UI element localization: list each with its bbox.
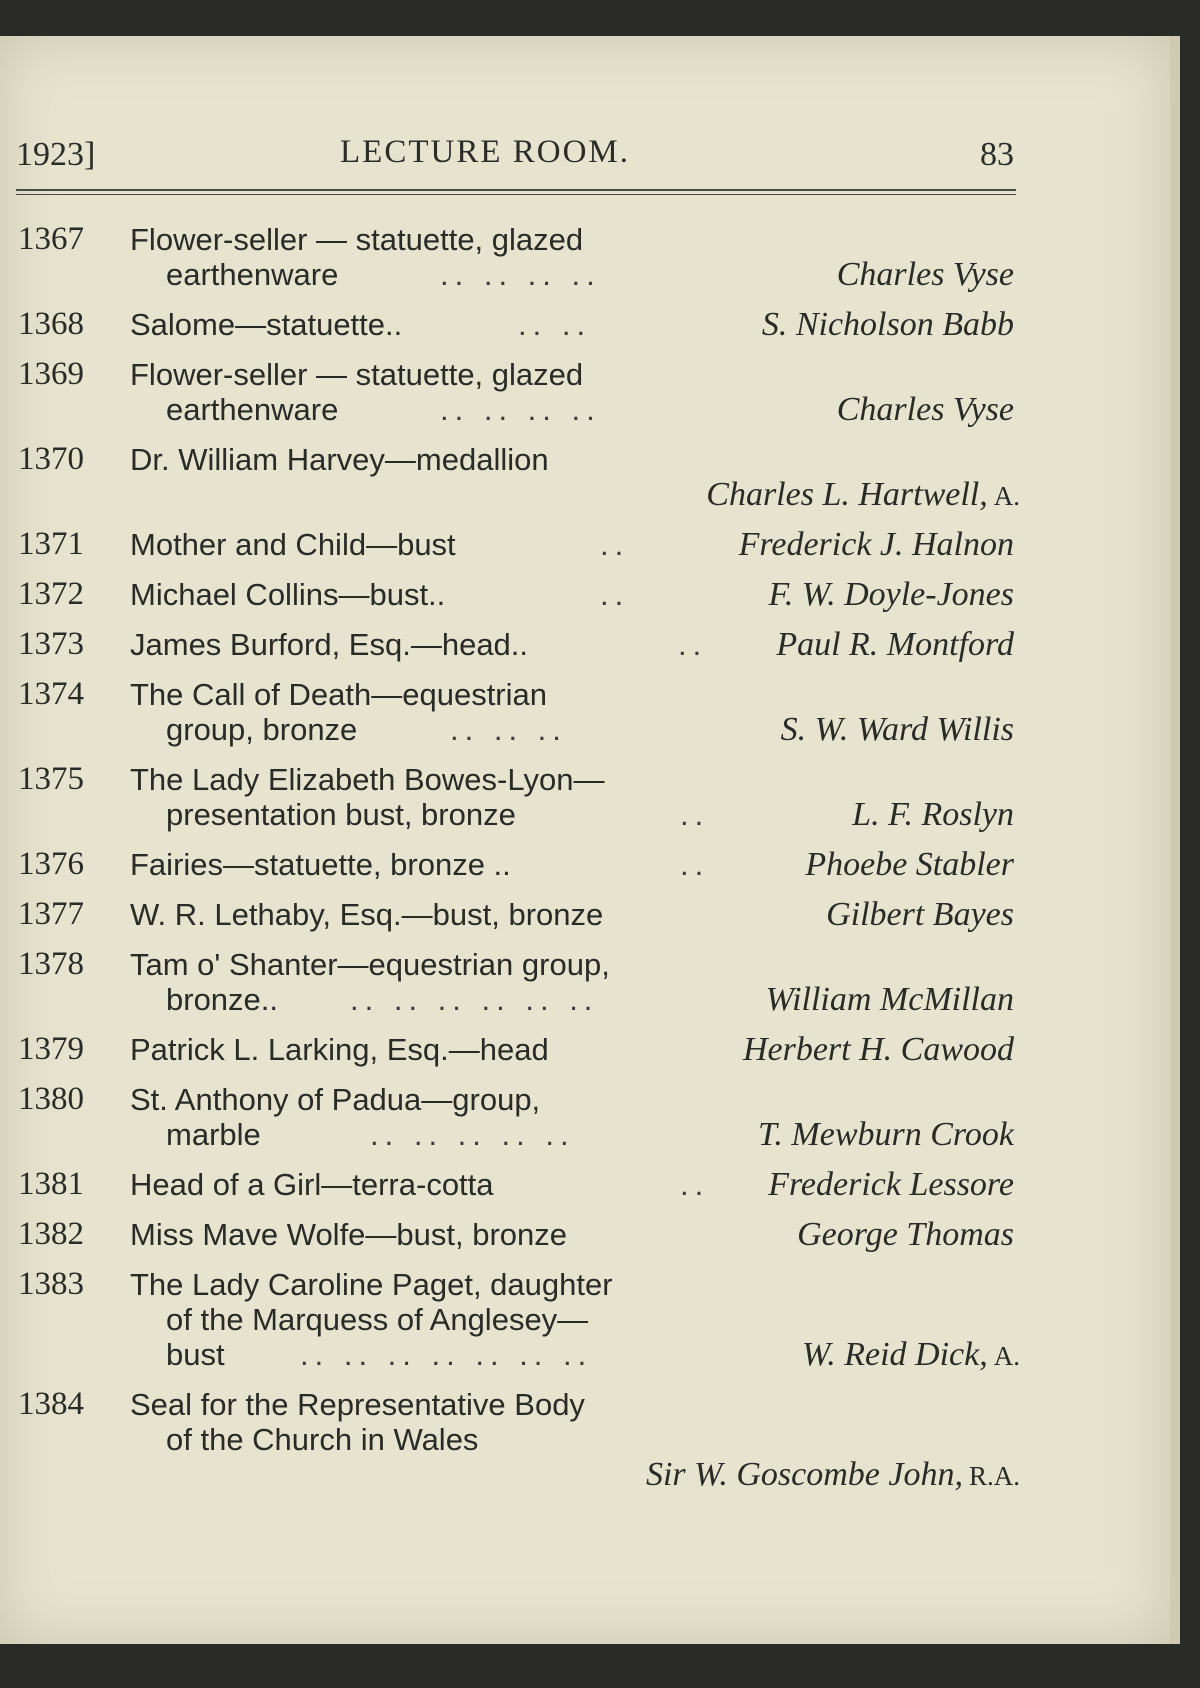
entry-title-continued: group, bronze [166, 712, 358, 747]
catalogue-entry [0, 357, 1200, 427]
entry-title: Flower-seller — statuette, glazed [130, 357, 584, 392]
entry-title: Seal for the Representative Body [130, 1387, 585, 1422]
artist-name: L. F. Roslyn [852, 796, 1014, 833]
artist-name: Paul R. Montford [776, 626, 1014, 663]
entry-title-continued: marble [166, 1117, 261, 1152]
entry-artist [776, 627, 1020, 664]
entry-number: 1368 [18, 306, 84, 342]
header-year: 1923] [16, 136, 96, 173]
dot-leader: .. .. .. [450, 712, 567, 747]
artist-name: W. Reid Dick, [802, 1336, 988, 1373]
artist-name: Sir W. Goscombe John, [645, 1456, 963, 1493]
entry-number: 1384 [18, 1386, 84, 1422]
dot-leader: .. [600, 577, 630, 612]
catalogue-entry [0, 577, 1200, 612]
entry-artist [802, 1337, 1020, 1374]
entry-title-continued: bust [166, 1337, 225, 1372]
artist-name: William McMillan [765, 981, 1014, 1018]
entry-title: Patrick L. Larking, Esq.—head [130, 1032, 549, 1067]
entry-title-continued: presentation bust, bronze [166, 797, 516, 832]
entry-number: 1375 [18, 761, 84, 797]
dot-leader: .. .. .. .. [440, 392, 601, 427]
artist-honor: A. [993, 1341, 1020, 1371]
entry-artist [758, 1117, 1020, 1154]
entry-title: Tam o' Shanter—equestrian group, [130, 947, 610, 982]
entry-number: 1380 [18, 1081, 84, 1117]
catalogue-entry [0, 1217, 1200, 1252]
artist-name: Frederick J. Halnon [738, 526, 1014, 563]
artist-name: George Thomas [797, 1216, 1014, 1253]
entry-artist [762, 307, 1020, 344]
artist-name: Phoebe Stabler [805, 846, 1014, 883]
catalogue-entry [0, 762, 1200, 832]
catalogue-entry [0, 1387, 1200, 1492]
catalogue-entry [0, 222, 1200, 292]
entry-artist [805, 847, 1020, 884]
entry-artist [837, 257, 1020, 294]
entry-title: Salome—statuette.. [130, 307, 403, 342]
artist-name: T. Mewburn Crook [758, 1116, 1014, 1153]
running-head [0, 134, 1020, 174]
catalogue-entry [0, 627, 1200, 662]
entry-artist [766, 982, 1020, 1019]
catalogue-entries [0, 222, 1200, 1507]
page-title: LECTURE ROOM. [340, 134, 630, 170]
entry-artist [797, 1217, 1020, 1254]
dot-leader: .. .. .. .. .. .. [350, 982, 599, 1017]
entry-number: 1381 [18, 1166, 84, 1202]
dot-leader: .. [680, 797, 710, 832]
catalogue-entry [0, 1082, 1200, 1152]
artist-name: Charles L. Hartwell, [706, 476, 988, 513]
artist-name: S. Nicholson Babb [761, 306, 1014, 343]
entry-title-continued: of the Church in Wales [166, 1422, 479, 1457]
artist-honor: R.A. [968, 1461, 1020, 1491]
entry-number: 1369 [18, 356, 84, 392]
catalogue-entry [0, 947, 1200, 1017]
catalogue-entry [0, 1267, 1200, 1372]
entry-title: The Lady Elizabeth Bowes-Lyon— [130, 762, 605, 797]
entry-title: Miss Mave Wolfe—bust, bronze [130, 1217, 568, 1252]
entry-artist [706, 477, 1020, 514]
dot-leader: .. .. .. .. [440, 257, 601, 292]
entry-number: 1372 [18, 576, 84, 612]
entry-artist [768, 577, 1020, 614]
catalogue-entry [0, 847, 1200, 882]
entry-number: 1379 [18, 1031, 84, 1067]
artist-name: Gilbert Bayes [826, 896, 1014, 933]
entry-title: Mother and Child—bust [130, 527, 456, 562]
entry-artist [852, 797, 1020, 834]
catalogue-entry [0, 1167, 1200, 1202]
entry-title: The Call of Death—equestrian [130, 677, 548, 712]
artist-honor: A. [993, 481, 1020, 511]
dot-leader: .. [680, 847, 710, 882]
entry-title: Michael Collins—bust.. [130, 577, 446, 612]
header-rule [16, 189, 1016, 191]
catalogue-entry [0, 897, 1200, 932]
entry-artist [739, 527, 1020, 564]
entry-number: 1382 [18, 1216, 84, 1252]
entry-number: 1377 [18, 896, 84, 932]
catalogue-entry [0, 1032, 1200, 1067]
artist-name: Charles Vyse [836, 391, 1014, 428]
artist-name: F. W. Doyle-Jones [768, 576, 1014, 613]
dot-leader: .. .. [518, 307, 592, 342]
entry-title-continued: bronze.. [166, 982, 279, 1017]
entry-title: W. R. Lethaby, Esq.—bust, bronze [130, 897, 604, 932]
entry-title: Fairies—statuette, bronze .. [130, 847, 511, 882]
entry-title: The Lady Caroline Paget, daughter [130, 1267, 613, 1302]
entry-number: 1374 [18, 676, 84, 712]
artist-name: S. W. Ward Willis [780, 711, 1014, 748]
entry-number: 1378 [18, 946, 84, 982]
dot-leader: .. .. .. .. .. .. .. [300, 1337, 593, 1372]
entry-artist [646, 1457, 1020, 1494]
header-rule-thin [16, 194, 1016, 195]
entry-title-continued: earthenware [166, 392, 339, 427]
entry-artist [837, 392, 1020, 429]
catalogue-entry [0, 527, 1200, 562]
entry-number: 1367 [18, 221, 84, 257]
dot-leader: .. .. .. .. .. [370, 1117, 575, 1152]
entry-artist [826, 897, 1020, 934]
entry-number: 1370 [18, 441, 84, 477]
catalogue-entry [0, 442, 1200, 512]
entry-title: Flower-seller — statuette, glazed [130, 222, 584, 257]
entry-title-continued: earthenware [166, 257, 339, 292]
entry-title: St. Anthony of Padua—group, [130, 1082, 541, 1117]
entry-artist [768, 1167, 1020, 1204]
dot-leader: .. [680, 1167, 710, 1202]
entry-number: 1383 [18, 1266, 84, 1302]
artist-name: Charles Vyse [836, 256, 1014, 293]
dot-leader: .. [678, 627, 708, 662]
entry-title: James Burford, Esq.—head.. [130, 627, 529, 662]
entry-artist [743, 1032, 1020, 1069]
artist-name: Frederick Lessore [768, 1166, 1014, 1203]
dot-leader: .. [600, 527, 630, 562]
entry-title-continued: of the Marquess of Anglesey— [166, 1302, 589, 1337]
entry-title: Dr. William Harvey—medallion [130, 442, 549, 477]
entry-number: 1371 [18, 526, 84, 562]
entry-title: Head of a Girl—terra-cotta [130, 1167, 494, 1202]
page-number: 83 [980, 136, 1014, 173]
entry-number: 1373 [18, 626, 84, 662]
entry-artist [781, 712, 1020, 749]
entry-number: 1376 [18, 846, 84, 882]
catalogue-entry [0, 677, 1200, 747]
artist-name: Herbert H. Cawood [742, 1031, 1014, 1068]
catalogue-entry [0, 307, 1200, 342]
